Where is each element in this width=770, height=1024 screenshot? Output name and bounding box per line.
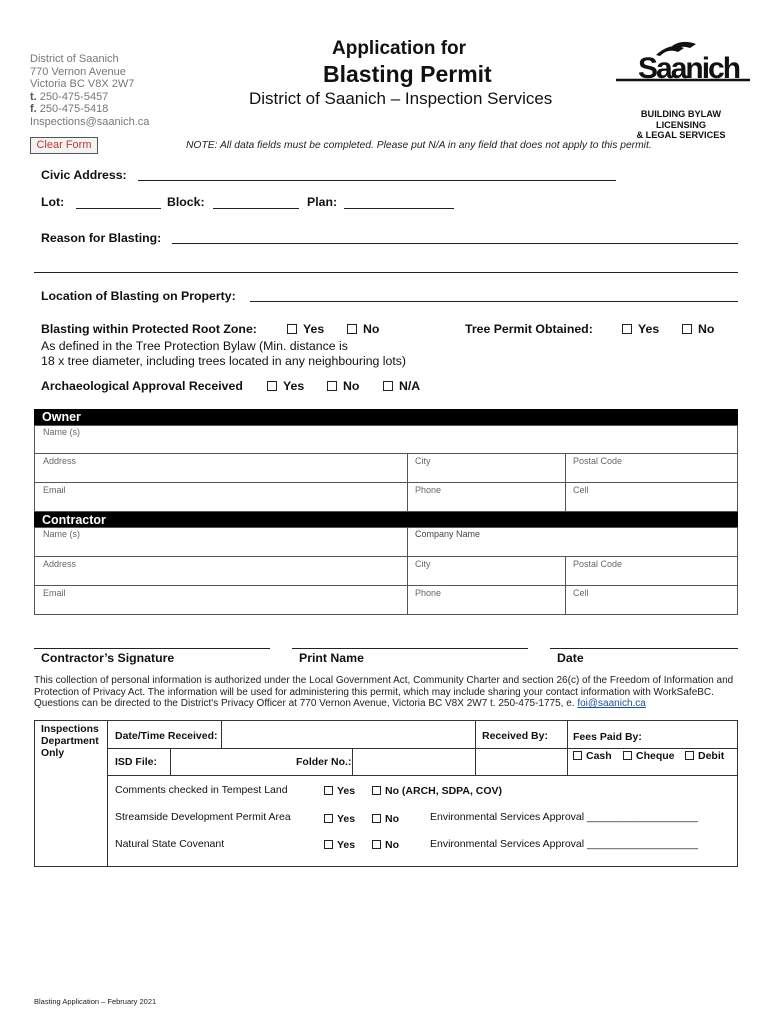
- clear-form-button[interactable]: Clear Form: [30, 137, 98, 154]
- root-zone-description-1: As defined in the Tree Protection Bylaw (Min. distance is: [41, 339, 348, 353]
- contractor-table: [34, 527, 738, 615]
- folder-no-label: Folder No.:: [296, 756, 352, 768]
- civic-address-label: Civic Address:: [41, 168, 127, 182]
- tempest-yes[interactable]: Yes: [324, 785, 355, 797]
- date-received-label: Date/Time Received:: [115, 730, 218, 742]
- owner-name-row: [35, 426, 737, 453]
- contractor-address-row: [35, 556, 737, 585]
- location-label: Location of Blasting on Property:: [41, 289, 236, 303]
- lot-label: Lot:: [41, 195, 65, 209]
- tree-permit-label: Tree Permit Obtained:: [465, 322, 593, 336]
- archaeological-label: Archaeological Approval Received: [41, 379, 243, 393]
- logo-subtitle: BUILDING BYLAW LICENSING & LEGAL SERVICES: [636, 109, 726, 140]
- fee-debit[interactable]: Debit: [685, 750, 724, 762]
- plan-label: Plan:: [307, 195, 338, 209]
- contractor-signature-line[interactable]: [34, 648, 270, 649]
- contractor-address-field[interactable]: Address: [43, 559, 77, 569]
- checkbox-icon[interactable]: [324, 840, 333, 849]
- streamside-label: Streamside Development Permit Area: [115, 811, 291, 823]
- env-approval-1[interactable]: Environmental Services Approval ___________________: [430, 811, 698, 823]
- footer: Blasting Application – February 2021: [34, 997, 157, 1006]
- fee-cheque[interactable]: Cheque: [623, 750, 675, 762]
- checkbox-icon[interactable]: [573, 751, 582, 760]
- title-line-1: Application for: [332, 38, 467, 59]
- contractor-company-field[interactable]: Company Name: [415, 529, 481, 539]
- owner-table: [34, 425, 738, 512]
- checkbox-icon[interactable]: [327, 381, 337, 391]
- tempest-no[interactable]: No (ARCH, SDPA, COV): [372, 785, 502, 797]
- logo-wordmark: Saanich: [638, 52, 740, 85]
- tempest-label: Comments checked in Tempest Land: [115, 784, 288, 796]
- page-subtitle: District of Saanich – Inspection Services: [249, 89, 553, 108]
- contractor-header: Contractor: [34, 512, 738, 528]
- owner-name-field[interactable]: Name (s): [43, 427, 81, 437]
- folder-no-field[interactable]: [353, 749, 474, 774]
- checkbox-icon[interactable]: [324, 814, 333, 823]
- checkbox-icon[interactable]: [347, 324, 357, 334]
- checkbox-icon[interactable]: [622, 324, 632, 334]
- privacy-email-link[interactable]: foi@saanich.ca: [577, 698, 646, 710]
- fees-paid-label: Fees Paid By:: [573, 731, 642, 743]
- owner-city-field[interactable]: City: [415, 456, 431, 466]
- checkbox-icon[interactable]: [682, 324, 692, 334]
- reason-input[interactable]: [172, 243, 738, 244]
- contractor-cell-field[interactable]: Cell: [573, 588, 589, 598]
- root-zone-yes[interactable]: Yes: [287, 322, 324, 336]
- contractor-signature-label: Contractor’s Signature: [41, 651, 175, 665]
- natural-no[interactable]: No: [372, 839, 399, 851]
- city-address: Victoria BC V8X 2W7: [30, 78, 135, 91]
- plan-input[interactable]: [344, 208, 454, 209]
- block-label: Block:: [167, 195, 205, 209]
- owner-contact-row: [35, 482, 737, 511]
- contractor-name-field[interactable]: Name (s): [43, 529, 81, 539]
- isd-file-label: ISD File:: [115, 756, 158, 768]
- root-zone-description-2: 18 x tree diameter, including trees located in any neighbouring lots): [41, 354, 407, 368]
- date-received-field[interactable]: [222, 721, 474, 747]
- address-block: [30, 53, 149, 129]
- date-line[interactable]: [550, 648, 738, 649]
- owner-address-field[interactable]: Address: [43, 456, 77, 466]
- owner-address-row: [35, 453, 737, 482]
- date-label: Date: [557, 651, 584, 665]
- received-by-label: Received By:: [482, 730, 548, 742]
- lot-input[interactable]: [76, 208, 161, 209]
- print-name-line[interactable]: [292, 648, 528, 649]
- checkbox-icon[interactable]: [287, 324, 297, 334]
- streamside-yes[interactable]: Yes: [324, 813, 355, 825]
- contractor-email-field[interactable]: Email: [43, 588, 66, 598]
- checkbox-icon[interactable]: [372, 786, 381, 795]
- tree-permit-no[interactable]: No: [682, 322, 714, 336]
- tree-permit-yes[interactable]: Yes: [622, 322, 659, 336]
- contractor-postal-field[interactable]: Postal Code: [573, 559, 623, 569]
- inspections-title: Inspections Department Only: [41, 724, 99, 759]
- root-zone-no[interactable]: No: [347, 322, 379, 336]
- checkbox-icon[interactable]: [685, 751, 694, 760]
- owner-cell-field[interactable]: Cell: [573, 485, 589, 495]
- location-input[interactable]: [250, 301, 738, 302]
- block-input[interactable]: [213, 208, 299, 209]
- contractor-contact-row: [35, 585, 737, 614]
- owner-postal-field[interactable]: Postal Code: [573, 456, 623, 466]
- page-title: Blasting Permit: [323, 61, 492, 87]
- street-address: 770 Vernon Avenue: [30, 65, 126, 78]
- fax: f. 250-475-5418: [30, 103, 109, 116]
- owner-email-field[interactable]: Email: [43, 485, 66, 495]
- contractor-city-field[interactable]: City: [415, 559, 431, 569]
- streamside-no[interactable]: No: [372, 813, 399, 825]
- natural-yes[interactable]: Yes: [324, 839, 355, 851]
- civic-address-input[interactable]: [138, 180, 616, 181]
- reason-label: Reason for Blasting:: [41, 231, 162, 245]
- owner-phone-field[interactable]: Phone: [415, 485, 442, 495]
- checkbox-icon[interactable]: [372, 840, 381, 849]
- fee-cash[interactable]: Cash: [573, 750, 612, 762]
- owner-header: Owner: [34, 409, 738, 425]
- natural-covenant-label: Natural State Covenant: [115, 838, 225, 850]
- email-address: Inspections@saanich.ca: [30, 115, 150, 128]
- contractor-name-row: [35, 528, 737, 556]
- archaeological-no[interactable]: No: [327, 379, 359, 393]
- checkbox-icon[interactable]: [324, 786, 333, 795]
- reason-input-line-2[interactable]: [34, 272, 738, 273]
- checkbox-icon[interactable]: [623, 751, 632, 760]
- env-approval-2[interactable]: Environmental Services Approval ___________________: [430, 838, 698, 850]
- contractor-phone-field[interactable]: Phone: [415, 588, 442, 598]
- checkbox-icon[interactable]: [383, 381, 393, 391]
- privacy-statement: This collection of personal information is authorized under the Local Government Act, Community Charter and section 26(c) of the Freedom of Information and Protection of Privacy Act. The information will be used for administering this permit, which may include sharing your contact information with WorkSafeBC. Questions can be directed to the District's Privacy Officer at 770 Vernon Avenue, Victoria BC V8X 2W7 t. 250-475-1775, e. foi@saanich.ca: [34, 675, 734, 710]
- form-note: NOTE: All data fields must be completed. Please put N/A in any field that does not apply to this permit.: [186, 140, 652, 151]
- root-zone-label: Blasting within Protected Root Zone:: [41, 322, 257, 336]
- checkbox-icon[interactable]: [267, 381, 277, 391]
- print-name-label: Print Name: [299, 651, 364, 665]
- telephone: t. 250-475-5457: [30, 90, 109, 103]
- archaeological-na[interactable]: N/A: [383, 379, 420, 393]
- archaeological-yes[interactable]: Yes: [267, 379, 304, 393]
- org-name: District of Saanich: [30, 53, 119, 65]
- checkbox-icon[interactable]: [372, 814, 381, 823]
